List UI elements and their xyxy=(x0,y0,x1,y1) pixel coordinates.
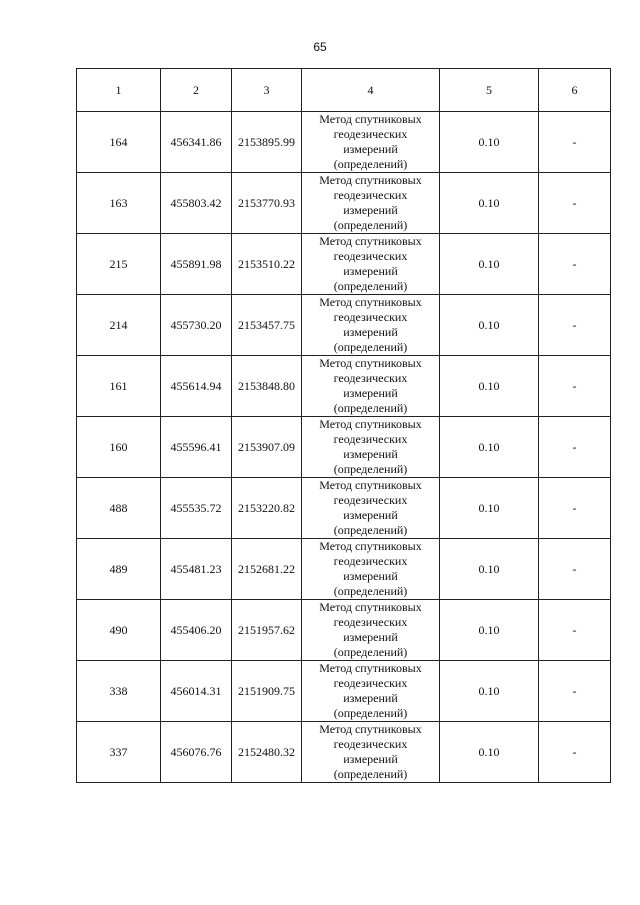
x-coordinate-cell: 455596.41 xyxy=(161,417,232,478)
x-coordinate-cell: 455481.23 xyxy=(161,539,232,600)
table-row xyxy=(77,234,611,295)
table-header xyxy=(77,69,611,112)
method-line: геодезических xyxy=(333,127,408,141)
point-number-cell: 488 xyxy=(77,478,161,539)
method-cell xyxy=(302,417,440,478)
method-line: (определений) xyxy=(333,523,408,537)
note-cell: - xyxy=(539,356,611,417)
method-line: (определений) xyxy=(333,767,408,781)
method-line: (определений) xyxy=(333,157,408,171)
accuracy-cell: 0.10 xyxy=(440,356,539,417)
table-row xyxy=(77,295,611,356)
table-row xyxy=(77,173,611,234)
x-coordinate-cell: 455803.42 xyxy=(161,173,232,234)
y-coordinate-cell: 2153848.80 xyxy=(232,356,302,417)
method-line: измерений xyxy=(343,691,398,705)
method-line: измерений xyxy=(343,569,398,583)
note-cell: - xyxy=(539,661,611,722)
point-number-cell: 161 xyxy=(77,356,161,417)
header-row xyxy=(77,69,611,112)
method-line: (определений) xyxy=(333,706,408,720)
note-cell: - xyxy=(539,234,611,295)
method-line: измерений xyxy=(343,508,398,522)
note-cell: - xyxy=(539,295,611,356)
accuracy-cell: 0.10 xyxy=(440,661,539,722)
method-cell xyxy=(302,234,440,295)
method-line: (определений) xyxy=(333,462,408,476)
table-row xyxy=(77,661,611,722)
x-coordinate-cell: 455614.94 xyxy=(161,356,232,417)
accuracy-cell: 0.10 xyxy=(440,417,539,478)
point-number-cell: 338 xyxy=(77,661,161,722)
coordinates-table xyxy=(76,68,611,783)
table-row xyxy=(77,539,611,600)
y-coordinate-cell: 2152681.22 xyxy=(232,539,302,600)
method-line: Метод спутниковых xyxy=(319,539,422,553)
point-number-cell: 490 xyxy=(77,600,161,661)
method-cell xyxy=(302,661,440,722)
point-number-cell: 163 xyxy=(77,173,161,234)
method-line: (определений) xyxy=(333,584,408,598)
point-number-cell: 215 xyxy=(77,234,161,295)
y-coordinate-cell: 2153457.75 xyxy=(232,295,302,356)
x-coordinate-cell: 455535.72 xyxy=(161,478,232,539)
note-cell: - xyxy=(539,539,611,600)
method-line: измерений xyxy=(343,752,398,766)
method-cell xyxy=(302,478,440,539)
accuracy-cell: 0.10 xyxy=(440,173,539,234)
method-line: Метод спутниковых xyxy=(319,417,422,431)
y-coordinate-cell: 2151909.75 xyxy=(232,661,302,722)
method-line: Метод спутниковых xyxy=(319,234,422,248)
header-col-4: 4 xyxy=(302,69,440,112)
method-line: (определений) xyxy=(333,340,408,354)
method-cell xyxy=(302,295,440,356)
method-line: геодезических xyxy=(333,554,408,568)
page-number: 65 xyxy=(313,40,327,54)
y-coordinate-cell: 2153770.93 xyxy=(232,173,302,234)
table-body xyxy=(77,112,611,783)
header-col-2: 2 xyxy=(161,69,232,112)
note-cell: - xyxy=(539,173,611,234)
method-line: геодезических xyxy=(333,615,408,629)
method-line: (определений) xyxy=(333,279,408,293)
method-line: измерений xyxy=(343,142,398,156)
table-row xyxy=(77,417,611,478)
accuracy-cell: 0.10 xyxy=(440,539,539,600)
header-col-6: 6 xyxy=(539,69,611,112)
accuracy-cell: 0.10 xyxy=(440,722,539,783)
y-coordinate-cell: 2151957.62 xyxy=(232,600,302,661)
accuracy-cell: 0.10 xyxy=(440,600,539,661)
point-number-cell: 337 xyxy=(77,722,161,783)
x-coordinate-cell: 456341.86 xyxy=(161,112,232,173)
note-cell: - xyxy=(539,722,611,783)
method-line: геодезических xyxy=(333,493,408,507)
method-line: измерений xyxy=(343,203,398,217)
note-cell: - xyxy=(539,478,611,539)
y-coordinate-cell: 2153907.09 xyxy=(232,417,302,478)
x-coordinate-cell: 456014.31 xyxy=(161,661,232,722)
method-line: измерений xyxy=(343,630,398,644)
header-col-3: 3 xyxy=(232,69,302,112)
method-line: измерений xyxy=(343,447,398,461)
y-coordinate-cell: 2153510.22 xyxy=(232,234,302,295)
x-coordinate-cell: 456076.76 xyxy=(161,722,232,783)
y-coordinate-cell: 2153895.99 xyxy=(232,112,302,173)
method-cell xyxy=(302,173,440,234)
header-col-5: 5 xyxy=(440,69,539,112)
method-cell xyxy=(302,356,440,417)
y-coordinate-cell: 2152480.32 xyxy=(232,722,302,783)
table-row xyxy=(77,112,611,173)
method-line: Метод спутниковых xyxy=(319,356,422,370)
table-row xyxy=(77,600,611,661)
header-col-1: 1 xyxy=(77,69,161,112)
method-line: (определений) xyxy=(333,401,408,415)
method-line: Метод спутниковых xyxy=(319,478,422,492)
note-cell: - xyxy=(539,600,611,661)
point-number-cell: 160 xyxy=(77,417,161,478)
method-line: (определений) xyxy=(333,218,408,232)
method-line: Метод спутниковых xyxy=(319,661,422,675)
point-number-cell: 214 xyxy=(77,295,161,356)
point-number-cell: 489 xyxy=(77,539,161,600)
method-line: геодезических xyxy=(333,371,408,385)
method-line: (определений) xyxy=(333,645,408,659)
method-line: Метод спутниковых xyxy=(319,600,422,614)
x-coordinate-cell: 455891.98 xyxy=(161,234,232,295)
method-cell xyxy=(302,539,440,600)
table-row xyxy=(77,356,611,417)
accuracy-cell: 0.10 xyxy=(440,234,539,295)
method-line: геодезических xyxy=(333,432,408,446)
method-line: Метод спутниковых xyxy=(319,722,422,736)
note-cell: - xyxy=(539,417,611,478)
accuracy-cell: 0.10 xyxy=(440,112,539,173)
x-coordinate-cell: 455730.20 xyxy=(161,295,232,356)
table-row xyxy=(77,722,611,783)
method-line: Метод спутниковых xyxy=(319,112,422,126)
method-line: измерений xyxy=(343,386,398,400)
method-line: геодезических xyxy=(333,310,408,324)
method-line: измерений xyxy=(343,325,398,339)
x-coordinate-cell: 455406.20 xyxy=(161,600,232,661)
y-coordinate-cell: 2153220.82 xyxy=(232,478,302,539)
method-line: Метод спутниковых xyxy=(319,295,422,309)
point-number-cell: 164 xyxy=(77,112,161,173)
method-cell xyxy=(302,722,440,783)
accuracy-cell: 0.10 xyxy=(440,295,539,356)
method-line: геодезических xyxy=(333,188,408,202)
method-line: геодезических xyxy=(333,737,408,751)
note-cell: - xyxy=(539,112,611,173)
accuracy-cell: 0.10 xyxy=(440,478,539,539)
method-line: измерений xyxy=(343,264,398,278)
method-line: геодезических xyxy=(333,249,408,263)
method-line: геодезических xyxy=(333,676,408,690)
method-cell xyxy=(302,112,440,173)
method-line: Метод спутниковых xyxy=(319,173,422,187)
method-cell xyxy=(302,600,440,661)
table-row xyxy=(77,478,611,539)
